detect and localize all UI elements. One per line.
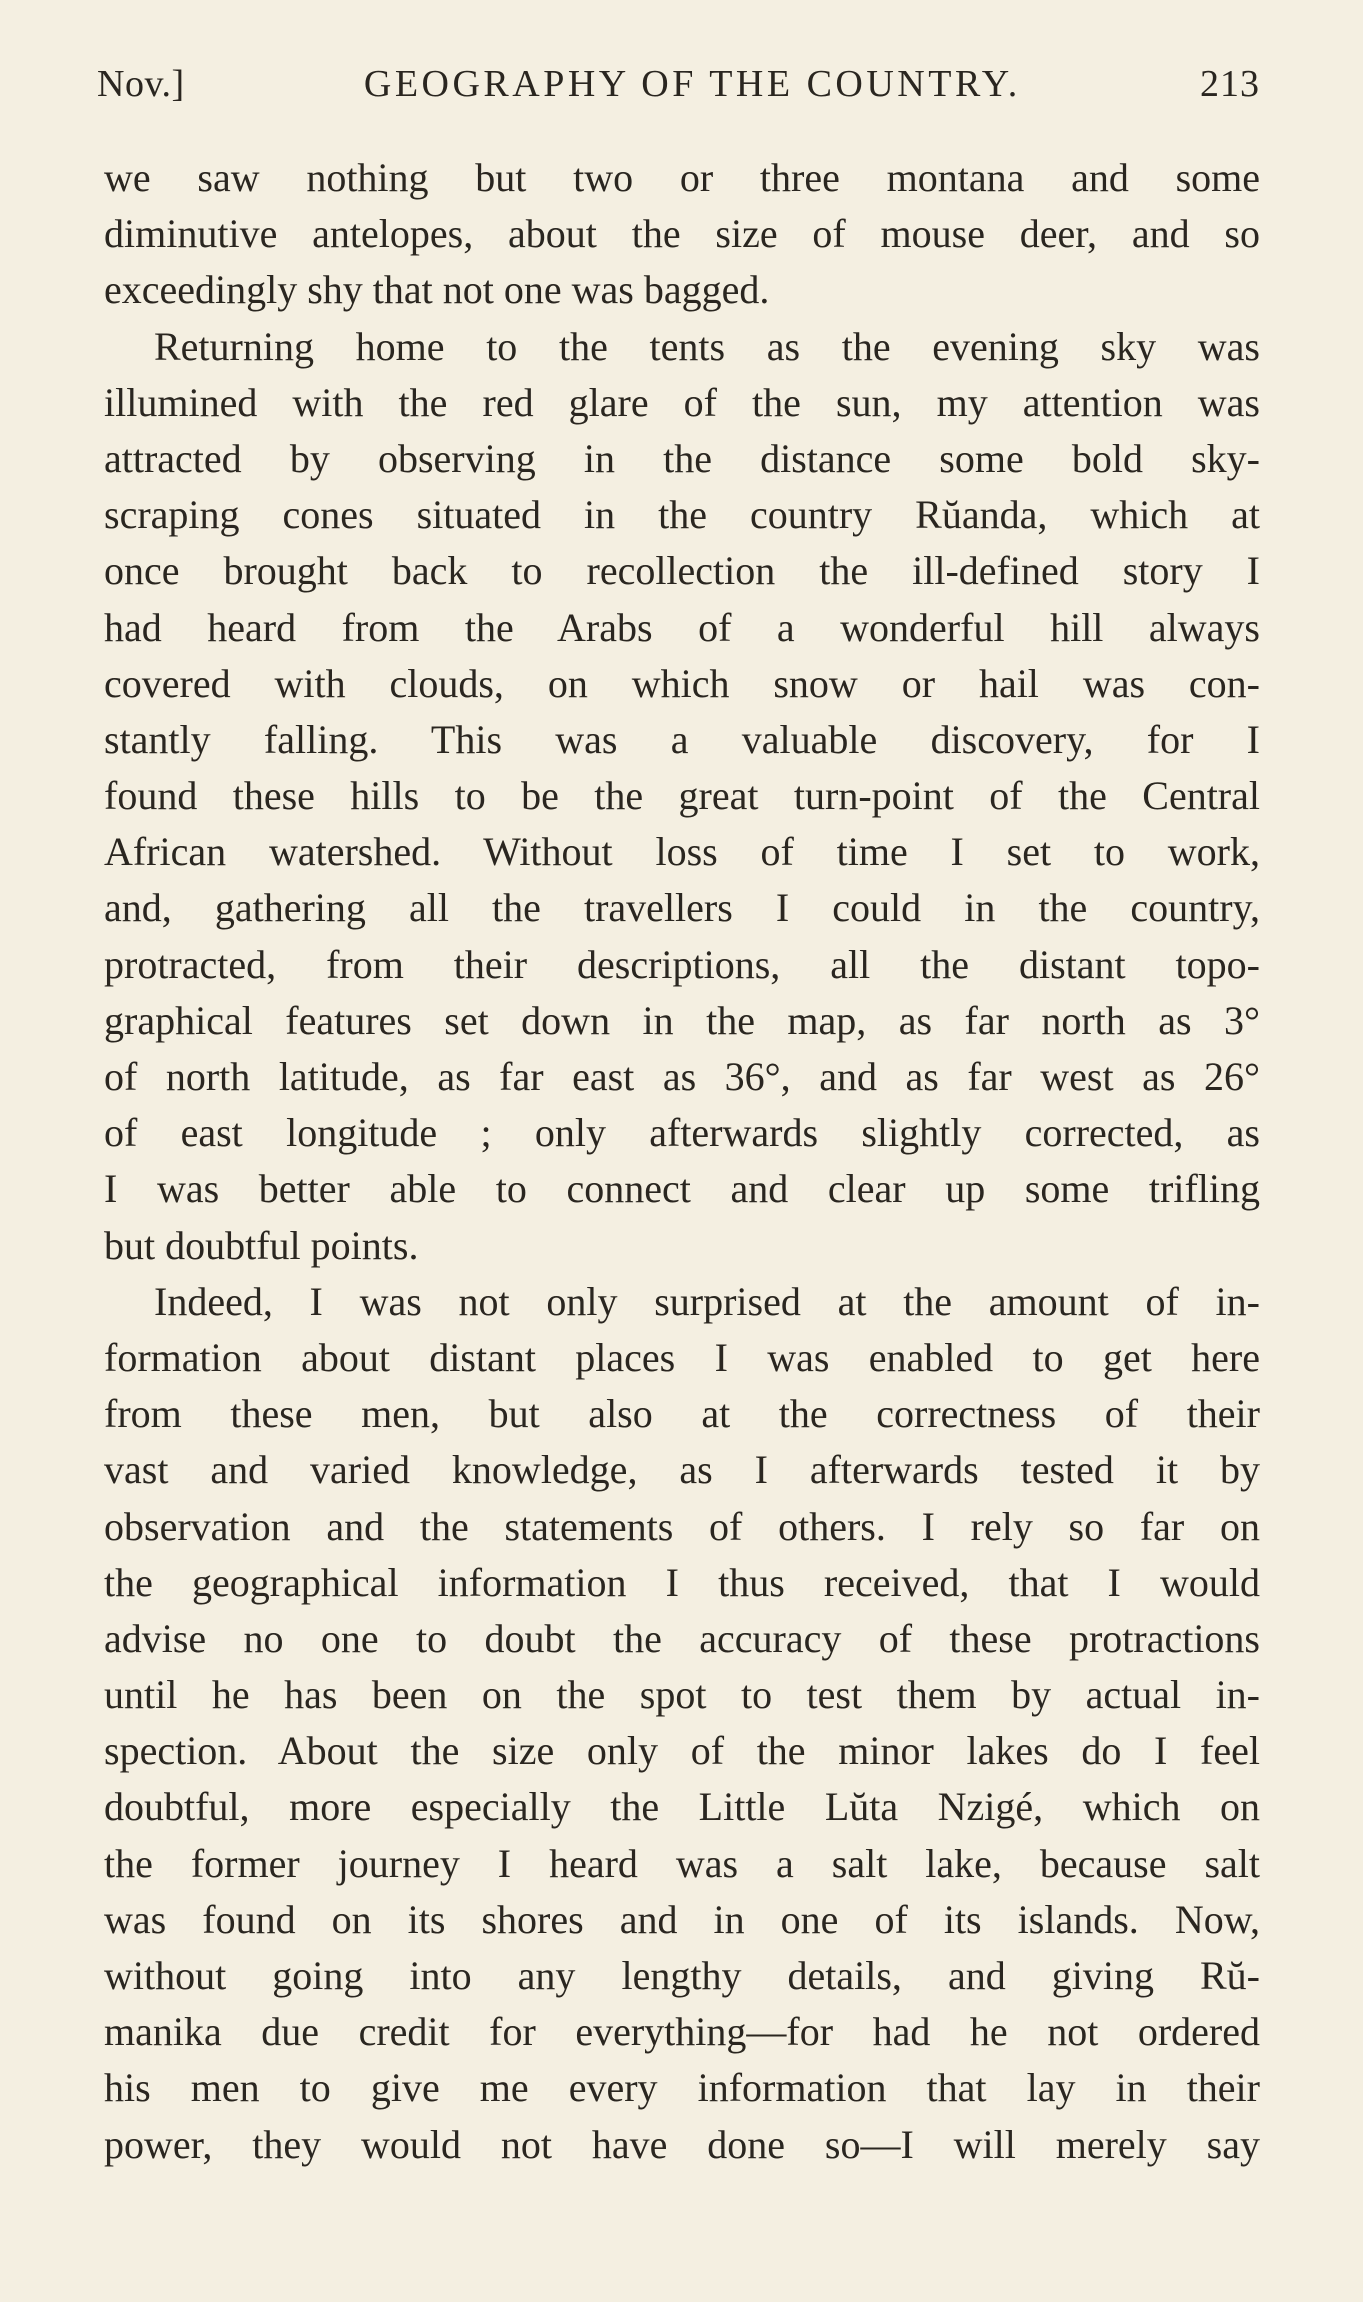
text-line: covered with clouds, on which snow or hail was con- (104, 660, 1260, 706)
text-line: African watershed. Without loss of time I set to work, (104, 829, 1260, 875)
text-line: spection. About the size only of the minor lakes do I feel (104, 1728, 1260, 1774)
text-line: power, they would not have done so—I will merely say (104, 2121, 1260, 2167)
page-number: 213 (1199, 63, 1260, 105)
text-line: and, gathering all the travellers I could in the country, (104, 885, 1260, 931)
text-line: doubtful, more especially the Little Lŭta Nzigé, which on (104, 1784, 1260, 1830)
running-head-month: Nov.] (97, 63, 185, 105)
text-line: was found on its shores and in one of its islands. Now, (104, 1896, 1260, 1942)
paragraph-start-line: Returning home to the tents as the evening sky was (154, 323, 1260, 369)
text-line: without going into any lengthy details, and giving Rŭ- (104, 1953, 1260, 1998)
text-line: but doubtful points. (104, 1222, 419, 1268)
text-line: graphical features set down in the map, as far north as 3° (104, 997, 1260, 1043)
text-line: exceedingly shy that not one was bagged. (104, 267, 770, 313)
text-line: formation about distant places I was enabled to get here (104, 1334, 1260, 1380)
text-line: attracted by observing in the distance some bold sky- (104, 435, 1260, 481)
text-line: from these men, but also at the correctness of their (104, 1391, 1260, 1437)
text-line: illumined with the red glare of the sun, my attention was (104, 379, 1260, 425)
text-line: his men to give me every information that lay in their (104, 2065, 1260, 2111)
text-line: manika due credit for everything—for had he not ordered (104, 2009, 1260, 2055)
text-line: we saw nothing but two or three montana and some (104, 155, 1260, 200)
text-line: the former journey I heard was a salt lake, because salt (104, 1840, 1260, 1886)
text-line: scraping cones situated in the country Rŭanda, which at (104, 492, 1260, 538)
text-line: I was better able to connect and clear up some trifling (104, 1166, 1260, 1212)
paragraph-start-line: Indeed, I was not only surprised at the amount of in- (154, 1278, 1260, 1324)
text-line: advise no one to doubt the accuracy of these protractions (104, 1615, 1260, 1661)
text-line: of north latitude, as far east as 36°, and as far west as 26° (104, 1054, 1260, 1099)
text-line: once brought back to recollection the ill-defined story I (104, 548, 1260, 594)
text-line: vast and varied knowledge, as I afterwards tested it by (104, 1447, 1260, 1493)
text-line: observation and the statements of others. I rely so far on (104, 1503, 1260, 1549)
text-line: until he has been on the spot to test them by actual in- (104, 1672, 1260, 1718)
text-line: diminutive antelopes, about the size of mouse deer, and so (104, 211, 1260, 257)
text-line: found these hills to be the great turn-point of the Central (104, 773, 1260, 819)
text-line: protracted, from their descriptions, all the distant topo- (104, 941, 1260, 987)
body-text (104, 150, 1260, 2173)
text-line: the geographical information I thus received, that I would (104, 1559, 1260, 1605)
text-line: of east longitude ; only afterwards slightly corrected, as (104, 1110, 1260, 1156)
text-line: stantly falling. This was a valuable discovery, for I (104, 716, 1260, 762)
running-head-title: GEOGRAPHY OF THE COUNTRY. (363, 63, 1021, 105)
running-head (97, 62, 1260, 112)
text-line: had heard from the Arabs of a wonderful hill always (104, 604, 1260, 650)
